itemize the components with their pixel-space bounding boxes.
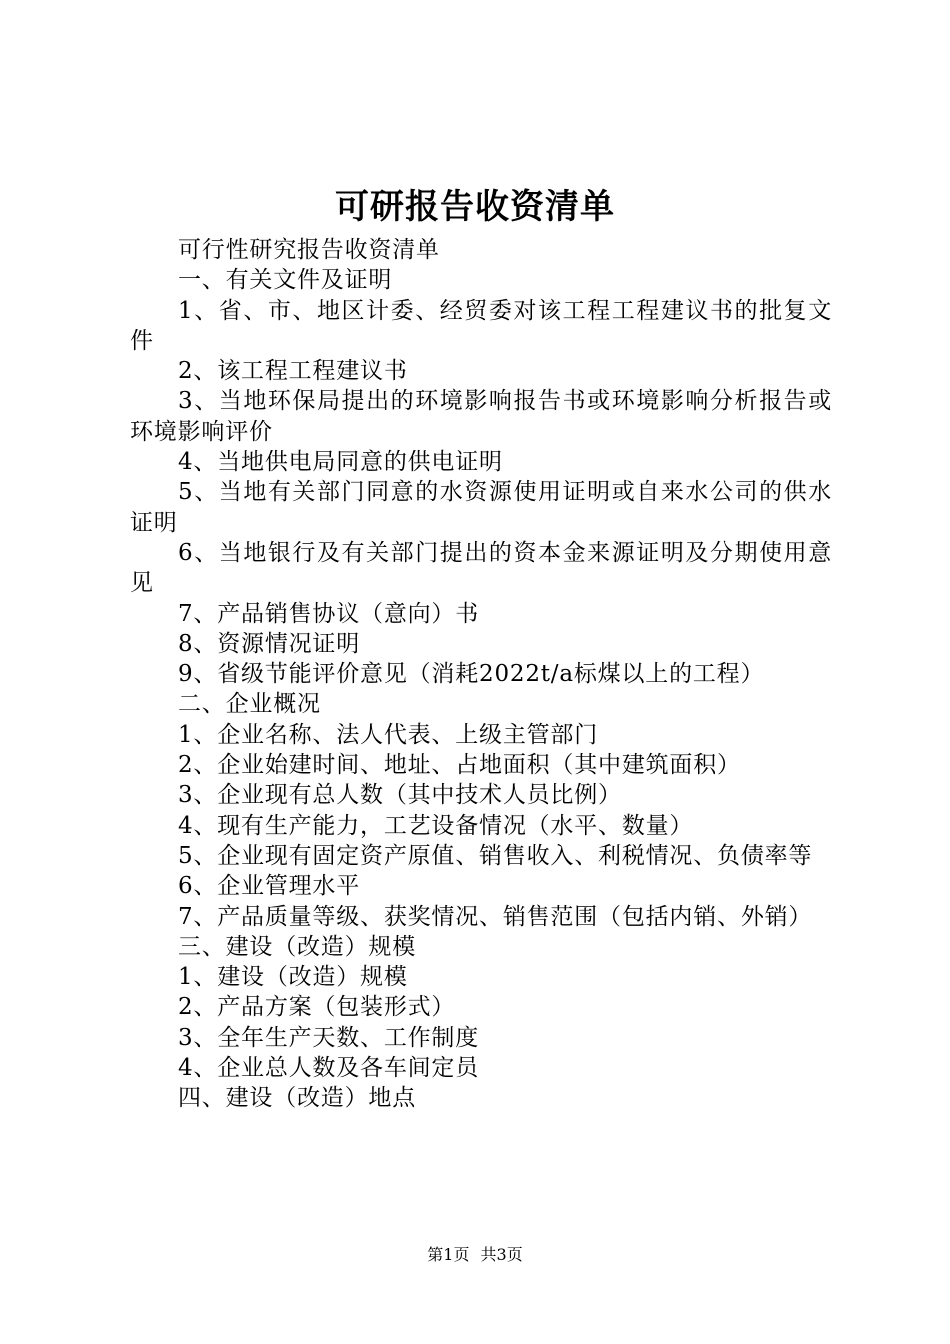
list-item: 3、全年生产天数、工作制度 bbox=[178, 1024, 480, 1051]
list-item: 2、企业始建时间、地址、占地面积（其中建筑面积） bbox=[178, 752, 741, 779]
section-heading: 四、建设（改造）地点 bbox=[178, 1085, 416, 1112]
document-body bbox=[130, 235, 832, 1114]
paragraph: 可行性研究报告收资清单 bbox=[178, 237, 440, 263]
list-item: 6、当地银行及有关部门提出的资本金来源证明及分期使用意见 bbox=[130, 539, 832, 597]
list-item: 3、当地环保局提出的环境影响报告书或环境影响分析报告或环境影响评价 bbox=[130, 388, 832, 445]
list-item: 1、省、市、地区计委、经贸委对该工程工程建议书的批复文件 bbox=[130, 297, 832, 354]
list-item: 2、产品方案（包装形式） bbox=[178, 994, 456, 1021]
list-item: 7、产品质量等级、获奖情况、销售范围（包括内销、外销） bbox=[178, 903, 813, 930]
list-item: 2、该工程工程建议书 bbox=[178, 358, 408, 385]
section-heading: 二、企业概况 bbox=[178, 691, 321, 718]
section-heading: 三、建设（改造）规模 bbox=[178, 933, 416, 960]
page-footer bbox=[0, 1244, 950, 1266]
page-number: 第1页 bbox=[427, 1245, 470, 1264]
section-heading: 一、有关文件及证明 bbox=[178, 267, 393, 294]
list-item: 7、产品销售协议（意向）书 bbox=[178, 600, 480, 627]
list-item: 5、当地有关部门同意的水资源使用证明或自来水公司的供水证明 bbox=[130, 479, 832, 536]
list-item: 1、企业名称、法人代表、上级主管部门 bbox=[178, 721, 599, 748]
list-item: 9、省级节能评价意见（消耗2022t/a标煤以上的工程） bbox=[178, 661, 765, 688]
list-item: 8、资源情况证明 bbox=[178, 630, 361, 657]
list-item: 4、当地供电局同意的供电证明 bbox=[178, 449, 503, 476]
list-item: 5、企业现有固定资产原值、销售收入、利税情况、负债率等 bbox=[178, 842, 813, 869]
list-item: 4、现有生产能力，工艺设备情况（水平、数量） bbox=[178, 812, 694, 839]
list-item: 6、企业管理水平 bbox=[178, 873, 361, 900]
page-total: 共3页 bbox=[480, 1245, 523, 1264]
list-item: 3、企业现有总人数（其中技术人员比例） bbox=[178, 782, 622, 809]
document-title: 可研报告收资清单 bbox=[335, 187, 615, 227]
list-item: 1、建设（改造）规模 bbox=[178, 964, 408, 991]
list-item: 4、企业总人数及各车间定员 bbox=[178, 1055, 480, 1082]
